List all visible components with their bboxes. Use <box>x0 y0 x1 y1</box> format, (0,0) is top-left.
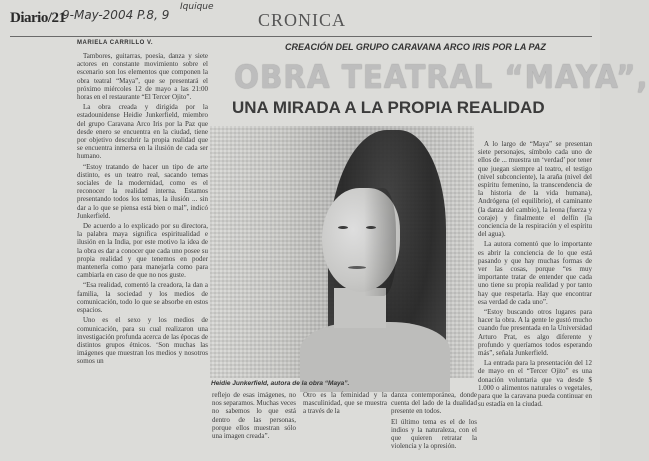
paragraph: La entrada para la presentación del 12 de mayo en el “Tercer Ojito” es una donación voluntaria que va desde $ 1.000 o alimentos naturales o vegetales, para que la caravana pueda continuar en su estadía en la ciudad. <box>478 359 592 409</box>
photo-mouth <box>348 266 366 269</box>
paragraph: danza contemporánea, donde cuenta del lado de la dualidad presente en todos. <box>391 391 477 416</box>
masthead: Diario/21 <box>10 10 66 26</box>
paragraph: Tambores, guitarras, poesía, danza y siete actores en constante movimiento sobre el escenario son los elementos que componen la obra teatral “Maya”, que se presentará el próximo miércoles 12 de mayo a las 21:00 horas en el restaurante “El Tercer Ojito”. <box>77 52 208 102</box>
paragraph: El último tema es el de los indios y la naturaleza, con el que quieren retratar la violencia y la opresión. <box>391 417 477 451</box>
paragraph: reflejo de esas imágenes, no nos separamos. Muchas veces no sabemos lo que está dentro de las personas, porque ellos muestran sólo una imagen creada”. <box>212 391 296 441</box>
paragraph: La obra creada y dirigida por la estadounidense Heidie Junkerfield, miembro del grupo Caravana Arco Iris por la Paz que desde enero se encuentra en la ciudad, tiene por objetivo descubrir la propia realidad que se encuentra inmersa en la ilusión de cada ser humano. <box>77 103 208 161</box>
article-headline: OBRA TEATRAL “MAYA”, <box>234 58 649 96</box>
paragraph: Otro es la feminidad y la masculinidad, que se muestra a través de la <box>303 391 387 416</box>
photo-caption: Heidie Junkerfield, autora de la obra “Maya”. <box>211 380 350 387</box>
photo-eye-left <box>338 226 348 229</box>
byline: MARIELA CARRILLO V. <box>77 40 154 46</box>
article-column-4 <box>478 140 592 411</box>
bottom-column-2 <box>303 391 387 418</box>
paragraph: “Estoy tratando de hacer un tipo de arte distinto, es un teatro real, sacando temas sociales de la modernidad, como es el reconocer la realidad interna. Estamos presentando todos los temas, la ilusión ... sin dar a lo que se piensa está bien o mal”, indicó Junkerfield. <box>77 162 208 220</box>
section-title: CRONICA <box>258 10 347 30</box>
paragraph: De acuerdo a lo explicado por su directora, la palabra maya significa espiritualidad e ilusión en la India, por este motivo la idea de la obra es dar a conocer que cada uno posee su propia realidad y que tenemos en poder mantenerla como para manejarla como para cambiarla en caso de que no nos guste. <box>77 222 208 280</box>
article-subhead: UNA MIRADA A LA PROPIA REALIDAD <box>232 98 545 117</box>
bottom-column-3 <box>391 391 477 452</box>
photo-eye-right <box>366 226 376 229</box>
paragraph: “Estoy buscando otros lugares para hacer la obra. A la gente le gustó mucho cuando fue presentada en la Universidad Arturo Prat, es algo diferente y profundo y queríamos todos esperando más”, señala Junkerfield. <box>478 308 592 358</box>
handwritten-place: Iquique <box>180 2 214 12</box>
paragraph: Uno es el sexo y los medios de comunicación, para su cual realizaron una investigación profunda acerca de las épocas de distintos grupos étnicos. ‘Son muchas las imágenes que muestran los medios y nosotros somos un <box>77 316 208 366</box>
bottom-column-1 <box>212 391 296 442</box>
article-kicker: CREACIÓN DEL GRUPO CARAVANA ARCO IRIS POR LA PAZ <box>285 42 546 52</box>
paragraph: A lo largo de “Maya” se presentan siete personajes, símbolo cada uno de ellos de ... muestra un ‘verdad’ por tener que juegan siempre al teatro, el testigo (nivel subconciente), la araña (nivel del espíritu femenino, la transcendencia de la historia de la vida humana), Andrógena (el equilibrio), el caminante (la danza del cambio), la leona (fuerza y coraje) y finalmente el delfín (la conciencia de la respiración y el espíritu del agua). <box>478 140 592 239</box>
header-divider <box>10 36 592 37</box>
article-column-1 <box>77 52 208 368</box>
portrait-photo <box>210 126 474 378</box>
paragraph: “Esa realidad, comentó la creadora, la dan a familia, la sociedad y los medios de comunicación, todo lo que se absorbe en estos espacios. <box>77 281 208 315</box>
photo-shadow <box>364 188 396 296</box>
handwritten-date: 9-May-2004 P.8, 9 <box>62 8 170 22</box>
paragraph: La autora comentó que lo importante es abrir la conciencia de lo que está pasando y que hay muchas formas de ver las cosas, porque “es muy importante tratar de entender que cada uno tiene su propia realidad y por tanto hay que respetarla. Hay que encontrar esa verdad de cada uno”. <box>478 240 592 306</box>
